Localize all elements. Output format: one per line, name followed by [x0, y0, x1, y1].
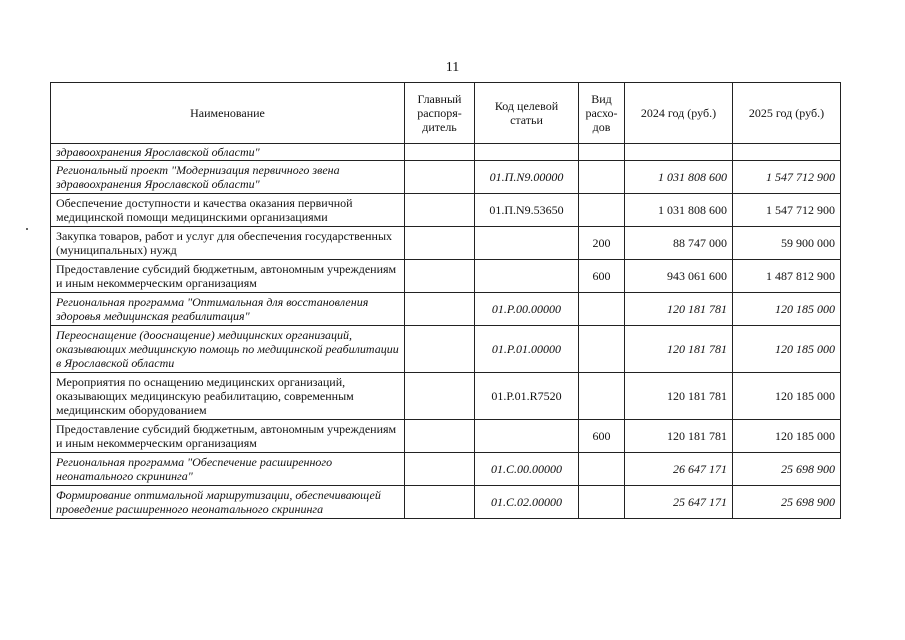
budget-table [50, 82, 841, 519]
header-row [51, 83, 841, 144]
cell-2025: 1 487 812 900 [733, 260, 841, 293]
header-vid: Вид расхо-дов [579, 83, 625, 144]
cell-code: 01.П.N9.53650 [475, 194, 579, 227]
cell-code [475, 144, 579, 161]
cell-code: 01.П.N9.00000 [475, 161, 579, 194]
cell-admin [405, 373, 475, 420]
cell-admin [405, 453, 475, 486]
header-2025: 2025 год (руб.) [733, 83, 841, 144]
cell-2024 [625, 144, 733, 161]
cell-2024: 1 031 808 600 [625, 161, 733, 194]
cell-code [475, 420, 579, 453]
cell-vid [579, 486, 625, 519]
table-header [51, 83, 841, 144]
header-2024: 2024 год (руб.) [625, 83, 733, 144]
cell-admin [405, 326, 475, 373]
header-name: Наименование [51, 83, 405, 144]
cell-2025: 25 698 900 [733, 453, 841, 486]
cell-2025: 25 698 900 [733, 486, 841, 519]
cell-code: 01.С.02.00000 [475, 486, 579, 519]
table-row [51, 260, 841, 293]
cell-name: Закупка товаров, работ и услуг для обеспечения государственных (муниципальных) нужд [51, 227, 405, 260]
cell-code: 01.Р.01.R7520 [475, 373, 579, 420]
cell-2024: 120 181 781 [625, 420, 733, 453]
cell-vid [579, 194, 625, 227]
cell-code: 01.Р.01.00000 [475, 326, 579, 373]
table-row [51, 420, 841, 453]
table-row [51, 326, 841, 373]
table-row [51, 194, 841, 227]
cell-vid: 600 [579, 420, 625, 453]
cell-2024: 1 031 808 600 [625, 194, 733, 227]
cell-code: 01.С.00.00000 [475, 453, 579, 486]
page-number: 11 [445, 60, 460, 75]
table-row [51, 486, 841, 519]
table-row [51, 293, 841, 326]
cell-2024: 25 647 171 [625, 486, 733, 519]
cell-2025: 1 547 712 900 [733, 161, 841, 194]
cell-admin [405, 144, 475, 161]
cell-code [475, 227, 579, 260]
header-code: Код целевой статьи [475, 83, 579, 144]
table-body [51, 144, 841, 519]
cell-2024: 943 061 600 [625, 260, 733, 293]
cell-name: Предоставление субсидий бюджетным, автономным учреждениям и иным некоммерческим организациям [51, 260, 405, 293]
cell-admin [405, 161, 475, 194]
table-row [51, 144, 841, 161]
cell-2025: 120 185 000 [733, 293, 841, 326]
cell-vid [579, 293, 625, 326]
cell-admin [405, 486, 475, 519]
cell-code: 01.Р.00.00000 [475, 293, 579, 326]
cell-admin [405, 227, 475, 260]
cell-vid [579, 144, 625, 161]
cell-name: здравоохранения Ярославской области" [51, 144, 405, 161]
cell-2024: 120 181 781 [625, 293, 733, 326]
cell-2025: 120 185 000 [733, 326, 841, 373]
cell-vid: 600 [579, 260, 625, 293]
cell-name: Региональная программа "Обеспечение расширенного неонатального скрининга" [51, 453, 405, 486]
cell-vid [579, 453, 625, 486]
scan-speck [26, 228, 28, 230]
cell-name: Мероприятия по оснащению медицинских организаций, оказывающих медицинскую реабилитацию, современным медицинским оборудованием [51, 373, 405, 420]
cell-code [475, 260, 579, 293]
cell-name: Формирование оптимальной маршрутизации, обеспечивающей проведение расширенного неонатального скрининга [51, 486, 405, 519]
cell-2024: 120 181 781 [625, 326, 733, 373]
cell-name: Переоснащение (дооснащение) медицинских организаций, оказывающих медицинскую помощь по медицинской реабилитации в Ярославской области [51, 326, 405, 373]
cell-2024: 120 181 781 [625, 373, 733, 420]
cell-vid: 200 [579, 227, 625, 260]
table-row [51, 373, 841, 420]
cell-admin [405, 420, 475, 453]
cell-admin [405, 293, 475, 326]
cell-2025: 1 547 712 900 [733, 194, 841, 227]
cell-name: Предоставление субсидий бюджетным, автономным учреждениям и иным некоммерческим организациям [51, 420, 405, 453]
cell-vid [579, 326, 625, 373]
table-row [51, 161, 841, 194]
cell-vid [579, 161, 625, 194]
header-admin: Главный распоря-дитель [405, 83, 475, 144]
cell-name: Региональный проект "Модернизация первичного звена здравоохранения Ярославской области" [51, 161, 405, 194]
cell-2025 [733, 144, 841, 161]
table-row [51, 453, 841, 486]
cell-admin [405, 260, 475, 293]
cell-2025: 120 185 000 [733, 373, 841, 420]
table-row [51, 227, 841, 260]
cell-name: Региональная программа "Оптимальная для восстановления здоровья медицинская реабилитация" [51, 293, 405, 326]
cell-admin [405, 194, 475, 227]
cell-2025: 120 185 000 [733, 420, 841, 453]
cell-2024: 26 647 171 [625, 453, 733, 486]
cell-2024: 88 747 000 [625, 227, 733, 260]
cell-name: Обеспечение доступности и качества оказания первичной медицинской помощи медицинскими организациями [51, 194, 405, 227]
cell-vid [579, 373, 625, 420]
cell-2025: 59 900 000 [733, 227, 841, 260]
